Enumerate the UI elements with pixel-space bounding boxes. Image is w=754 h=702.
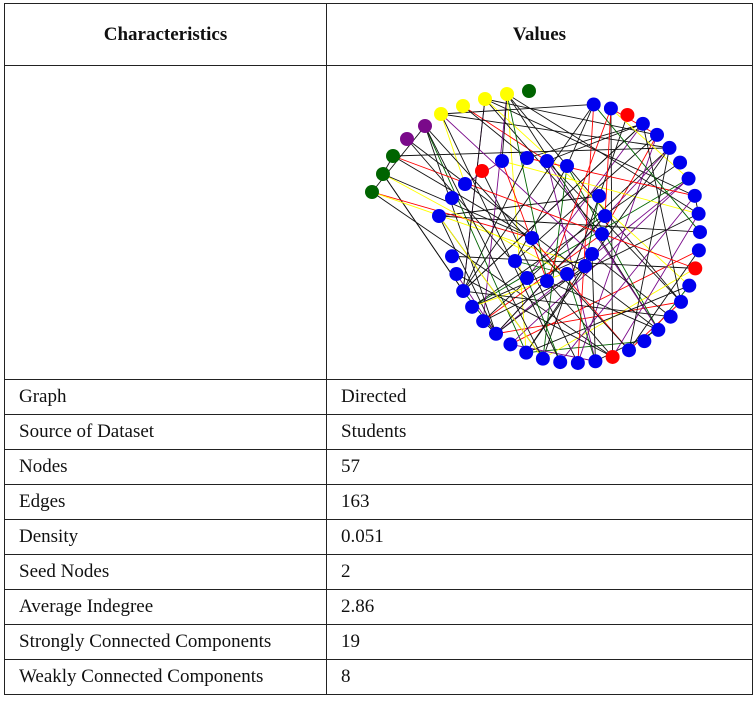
graph-node <box>522 84 536 98</box>
graph-node <box>503 337 517 351</box>
graph-node <box>650 128 664 142</box>
graph-node <box>418 119 432 133</box>
graph-node <box>536 352 550 366</box>
graph-node <box>432 209 446 223</box>
row-value-seed-nodes: 2 <box>327 555 753 590</box>
graph-node <box>456 99 470 113</box>
graph-node <box>688 261 702 275</box>
graph-cell <box>327 66 753 380</box>
graph-edge <box>372 192 585 266</box>
row-value-edges: 163 <box>327 485 753 520</box>
graph-node <box>651 323 665 337</box>
graph-node <box>620 108 634 122</box>
graph-edge <box>502 94 507 161</box>
graph-node <box>587 97 601 111</box>
row-label-source: Source of Dataset <box>5 415 327 450</box>
graph-node <box>449 267 463 281</box>
graph-edge <box>567 104 594 166</box>
graph-node <box>445 249 459 263</box>
graph-node <box>682 172 696 186</box>
row-value-nodes: 57 <box>327 450 753 485</box>
graph-node <box>595 227 609 241</box>
graph-node <box>400 132 414 146</box>
row-label-seed-nodes: Seed Nodes <box>5 555 327 590</box>
row-label-strongly-connected: Strongly Connected Components <box>5 625 327 660</box>
header-values: Values <box>327 4 753 66</box>
graph-node <box>553 355 567 369</box>
row-label-graph: Graph <box>5 380 327 415</box>
graph-node <box>664 310 678 324</box>
graph-node <box>540 274 554 288</box>
graph-node <box>588 354 602 368</box>
graph-node <box>622 343 636 357</box>
graph-node <box>489 327 503 341</box>
graph-node <box>520 151 534 165</box>
row-value-graph: Directed <box>327 380 753 415</box>
row-label-edges: Edges <box>5 485 327 520</box>
graph-node <box>604 101 618 115</box>
graph-node <box>693 225 707 239</box>
graph-node <box>674 295 688 309</box>
graph-edge <box>393 156 532 238</box>
graph-node <box>682 279 696 293</box>
row-value-average-indegree: 2.86 <box>327 590 753 625</box>
graph-node <box>560 267 574 281</box>
graph-edge <box>439 216 700 232</box>
characteristics-table <box>4 3 753 695</box>
graph-node <box>598 209 612 223</box>
graph-node <box>560 159 574 173</box>
row-label-weakly-connected: Weakly Connected Components <box>5 660 327 695</box>
row-label-density: Density <box>5 520 327 555</box>
graph-edge <box>472 163 680 307</box>
graph-node <box>478 92 492 106</box>
graph-node <box>585 247 599 261</box>
graph-node <box>673 156 687 170</box>
graph-node <box>476 314 490 328</box>
graph-node <box>606 350 620 364</box>
graph-node <box>520 271 534 285</box>
row-value-density: 0.051 <box>327 520 753 555</box>
graph-node <box>445 191 459 205</box>
network-graph <box>327 66 753 379</box>
empty-cell <box>5 66 327 380</box>
graph-edge <box>629 148 669 350</box>
row-label-average-indegree: Average Indegree <box>5 590 327 625</box>
graph-node <box>571 356 585 370</box>
graph-edge <box>425 126 526 353</box>
graph-node <box>458 177 472 191</box>
graph-node <box>636 117 650 131</box>
graph-node <box>456 284 470 298</box>
graph-node <box>540 154 554 168</box>
graph-node <box>365 185 379 199</box>
row-value-strongly-connected: 19 <box>327 625 753 660</box>
graph-node <box>692 243 706 257</box>
row-label-nodes: Nodes <box>5 450 327 485</box>
header-characteristics: Characteristics <box>5 4 327 66</box>
row-value-source: Students <box>327 415 753 450</box>
graph-node <box>386 149 400 163</box>
graph-node <box>508 254 522 268</box>
graph-node <box>592 189 606 203</box>
graph-node <box>475 164 489 178</box>
graph-node <box>500 87 514 101</box>
graph-node <box>662 141 676 155</box>
graph-node <box>637 334 651 348</box>
graph-node <box>465 300 479 314</box>
graph-node <box>525 231 539 245</box>
graph-node <box>578 259 592 273</box>
row-value-weakly-connected: 8 <box>327 660 753 695</box>
graph-node <box>688 189 702 203</box>
graph-node <box>495 154 509 168</box>
graph-node <box>376 167 390 181</box>
graph-edge <box>611 108 613 356</box>
graph-node <box>434 107 448 121</box>
graph-node <box>519 346 533 360</box>
graph-node <box>692 207 706 221</box>
